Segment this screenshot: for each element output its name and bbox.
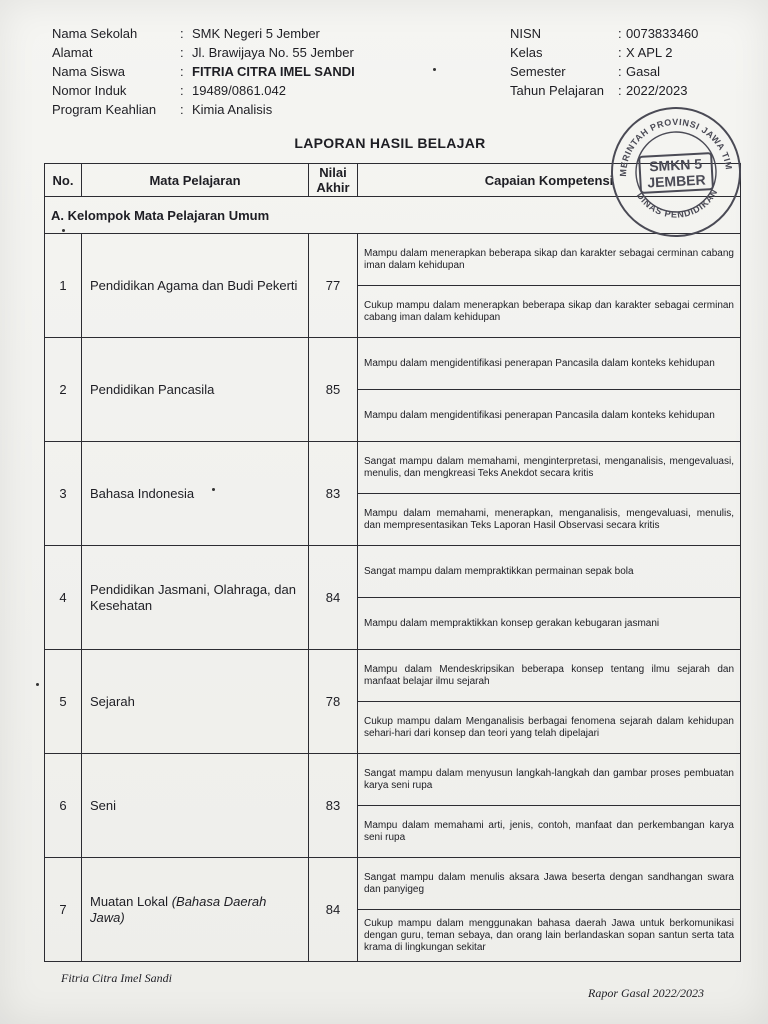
info-value: 0073833460 [626,26,699,41]
scan-speck [36,683,39,686]
competency-text: Mampu dalam mengidentifikasi penerapan Pancasila dalam konteks kehidupan [358,390,741,442]
footer-student-name: Fitria Citra Imel Sandi [61,971,172,985]
subject-name-cell [82,338,309,442]
info-row [52,43,355,62]
header-competency: Capaian Kompetensi [358,164,741,197]
info-separator: : [180,26,184,41]
info-label: Nomor Induk [52,83,127,98]
info-row [52,100,355,119]
info-label: Alamat [52,45,93,60]
subject-number: 7 [45,858,82,962]
report-title: LAPORAN HASIL BELAJAR [294,135,486,151]
subject-number: 1 [45,234,82,338]
competency-text: Sangat mampu dalam menulis aksara Jawa beserta dengan sandhangan swara dan panyigeg [358,858,741,910]
subject-name-cell [82,858,309,962]
subject-name: Bahasa Indonesia [90,485,195,501]
subject-number: 4 [45,546,82,650]
info-row [510,62,698,81]
competency-text: Mampu dalam memahami, menerapkan, menganalisis, mengevaluasi, menulis, dan mempresentasikan Teks Laporan Hasil Observasi secara kritis [358,494,741,546]
student-info-right [510,24,698,100]
scan-speck [62,229,65,232]
subject-name-italic: (Bahasa Daerah Jawa) [90,893,267,925]
info-value: Gasal [626,64,660,79]
subject-name: Pendidikan Pancasila [90,381,215,397]
info-value: 2022/2023 [626,83,688,98]
scan-speck [433,68,436,71]
info-separator: : [180,64,184,79]
info-separator: : [618,26,622,41]
subject-name-cell [82,546,309,650]
competency-text: Cukup mampu dalam menggunakan bahasa daerah Jawa untuk berkomunikasi dengan guru, teman sebaya, dan orang lain berlandaskan sopan santun serta tata krama di lingkungan sekitar [358,910,741,962]
student-info-left [52,24,355,119]
info-label: Semester [510,64,566,79]
stamp-line2: JEMBER [646,171,707,191]
stamp-line1: SMKN 5 [648,155,703,175]
group-title: A. Kelompok Mata Pelajaran Umum [45,197,741,234]
scan-speck [212,488,215,491]
header-score-line2: Akhir [316,180,350,195]
info-value: X APL 2 [626,45,673,60]
info-row [52,81,355,100]
subject-name-cell [82,650,309,754]
grades-table [44,163,741,962]
competency-text: Mampu dalam menerapkan beberapa sikap dan karakter sebagai cerminan cabang iman dalam kehidupan [358,234,741,286]
stamp-bottom-arc-text: DINAS PENDIDIKAN [634,187,720,220]
final-score: 78 [309,650,358,754]
info-row [52,24,355,43]
competency-text: Mampu dalam mengidentifikasi penerapan Pancasila dalam konteks kehidupan [358,338,741,390]
subject-row [45,858,741,910]
info-row [510,24,698,43]
final-score: 83 [309,754,358,858]
subject-row [45,546,741,598]
final-score: 77 [309,234,358,338]
subject-name-cell [82,754,309,858]
info-row [510,43,698,62]
info-value: Kimia Analisis [192,102,273,117]
info-separator: : [180,45,184,60]
info-separator: : [180,83,184,98]
info-value: 19489/0861.042 [192,83,286,98]
info-separator: : [618,45,622,60]
info-separator: : [618,64,622,79]
subject-number: 2 [45,338,82,442]
info-label: Nama Siswa [52,64,125,79]
final-score: 83 [309,442,358,546]
school-stamp [601,101,752,242]
competency-text: Mampu dalam memahami arti, jenis, contoh, manfaat dan perkembangan karya seni rupa [358,806,741,858]
subject-name: Sejarah [90,693,135,709]
subject-name: Muatan Lokal [90,893,169,909]
subject-row [45,754,741,806]
subject-name: Pendidikan Jasmani, Olahraga, dan Kesehatan [90,581,296,613]
competency-text: Sangat mampu dalam mempraktikkan permainan sepak bola [358,546,741,598]
info-value: SMK Negeri 5 Jember [192,26,320,41]
competency-text: Sangat mampu dalam memahami, menginterpretasi, menganalisis, mengevaluasi, menulis, dan mengkreasi Teks Anekdot secara kritis [358,442,741,494]
subject-number: 3 [45,442,82,546]
info-value: FITRIA CITRA IMEL SANDI [192,64,355,79]
info-label: NISN [510,26,542,41]
info-row [510,81,698,100]
info-separator: : [618,83,622,98]
competency-text: Sangat mampu dalam menyusun langkah-langkah dan gambar proses pembuatan karya seni rupa [358,754,741,806]
stamp-graphic [601,101,752,242]
subject-name: Pendidikan Agama dan Budi Pekerti [90,277,298,293]
header-score [309,164,358,197]
final-score: 84 [309,546,358,650]
subject-row [45,650,741,702]
info-label: Tahun Pelajaran [510,83,604,98]
subject-name: Seni [90,797,117,813]
subject-number: 6 [45,754,82,858]
subject-number: 5 [45,650,82,754]
info-value: Jl. Brawijaya No. 55 Jember [192,45,354,60]
final-score: 84 [309,858,358,962]
subject-name-cell [82,234,309,338]
info-label: Nama Sekolah [52,26,138,41]
competency-text: Mampu dalam Mendeskripsikan beberapa konsep tentang ilmu sejarah dan manfaat belajar ilmu sejarah [358,650,741,702]
subject-row [45,338,741,390]
subject-row [45,442,741,494]
competency-text: Mampu dalam mempraktikkan konsep gerakan kebugaran jasmani [358,598,741,650]
info-row [52,62,355,81]
info-label: Kelas [510,45,543,60]
competency-text: Cukup mampu dalam menerapkan beberapa sikap dan karakter sebagai cerminan cabang iman dalam kehidupan [358,286,741,338]
header-subject: Mata Pelajaran [82,164,309,197]
competency-text: Cukup mampu dalam Menganalisis berbagai fenomena sejarah dalam kehidupan sehari-hari dari konsep dan teori yang telah dipelajari [358,702,741,754]
stamp-top-arc-text: PEMERINTAH PROVINSI JAWA TIMUR [600,101,734,177]
header-score-line1: Nilai [319,165,347,180]
footer-report-label: Rapor Gasal 2022/2023 [588,986,705,1000]
subject-name-cell [82,442,309,546]
info-separator: : [180,102,184,117]
final-score: 85 [309,338,358,442]
info-label: Program Keahlian [52,102,157,117]
header-no: No. [45,164,82,197]
subject-row [45,234,741,286]
